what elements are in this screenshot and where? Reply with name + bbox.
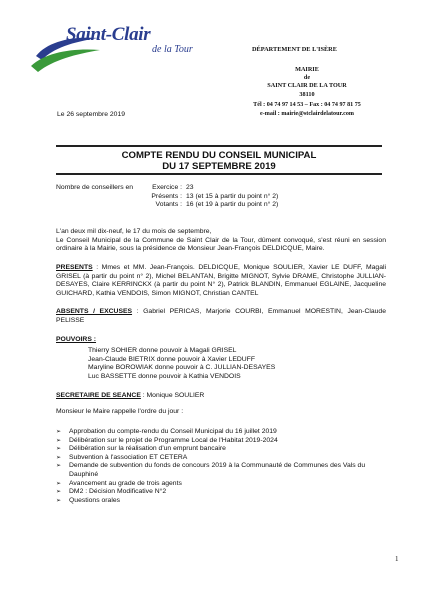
agenda-text: DM2 : Décision Modificative N°2: [69, 488, 167, 496]
pouvoir-item: Thierry SOHIER donne pouvoir à Magali GRISEL: [88, 347, 237, 354]
presents-heading: PRESENTS: [56, 264, 93, 271]
agenda-text: Subvention à l'association ET CETERA: [69, 453, 188, 461]
arrow-bullet-icon: ➢: [56, 429, 62, 435]
absents-text: : Gabriel PERICAS, Marjorie COURBI, Emmanuel MORESTIN, Jean-Claude PELISSE: [56, 308, 386, 324]
count-label: Présents :: [151, 192, 182, 200]
email: e-mail : mairie@stclairdelatour.com: [260, 110, 354, 117]
arrow-bullet-icon: ➢: [56, 489, 62, 496]
counts-values: [186, 184, 278, 210]
address-line: 38110: [299, 90, 315, 98]
pouvoirs-list: [88, 347, 275, 381]
address-line: SAINT CLAIR DE LA TOUR: [267, 82, 347, 90]
agenda-intro: Monsieur le Maire rappelle l'ordre du jour :: [56, 408, 184, 415]
logo-subtitle: de la Tour: [152, 44, 193, 55]
contact-info: [232, 101, 382, 119]
presents-text: : Mmes et MM. Jean-François. DELDICQUE, Monique SOULIER, Xavier LE DUFF, Magali GRISEL (à partir du point n° 2), Michel BELANTAN, Brigitte MIGNOT, Sylvie DRAME, Christophe JULLIAN-DESAYES, Claire KERRINCKX (à partir du point N° 2), Patrick BLANDIN, Emmanuel EGLAINE, Jacqueline GUICHARD, Kathia VENDOIS, Simon MIGNOT, Christian CANTEL: [56, 264, 386, 297]
count-value: 23: [186, 184, 194, 191]
agenda-item: [56, 497, 386, 506]
arrow-bullet-icon: ➢: [56, 437, 62, 444]
agenda-text: Délibération sur le projet de Programme Local de l'Habitat 2019-2024: [69, 436, 278, 444]
agenda-item: [56, 437, 386, 446]
secretaire-text: : Monique SOULIER: [140, 392, 205, 399]
agenda-item: [56, 445, 386, 454]
arrow-bullet-icon: ➢: [56, 480, 62, 487]
counts-label: Nombre de conseillers en: [56, 184, 134, 191]
pouvoir-item: Jean-Claude BIETRIX donne pouvoir à Xavier LEDUFF: [88, 355, 255, 363]
count-value: 13 (et 15 à partir du point n° 2): [186, 192, 279, 200]
document-date: Le 26 septembre 2019: [57, 111, 126, 118]
intro-line: L'an deux mil dix-neuf, le 17 du mois de septembre,: [56, 228, 212, 235]
address-line: MAIRIE: [295, 66, 319, 73]
page-title: COMPTE RENDU DU CONSEIL MUNICIPAL: [121, 150, 317, 161]
arrow-bullet-icon: ➢: [56, 454, 62, 461]
agenda-text: Délibération sur la réalisation d'un emprunt bancaire: [69, 445, 226, 453]
page-subtitle: DU 17 SEPTEMBRE 2019: [162, 161, 276, 172]
intro-text: Le Conseil Municipal de la Commune de Saint Clair de la Tour, dûment convoqué, s'est réuni en session ordinaire à la Mairie, sous la présidence de Monsieur Jean-François DELDICQUE, Maire.: [56, 236, 386, 253]
count-label: Exercice :: [152, 184, 182, 191]
absents-section: [56, 308, 386, 325]
agenda-text: Demande de subvention du fonds de concours 2019 à la Communauté de Communes des Vals du Dauphiné: [69, 462, 366, 478]
secretaire-heading: SECRETAIRE DE SEANCE: [56, 392, 141, 399]
agenda-text: Approbation du compte-rendu du Conseil Municipal du 16 juillet 2019: [69, 428, 277, 435]
presents-section: [56, 264, 386, 298]
count-value: 16 (et 19 à partir du point n° 2): [186, 201, 279, 209]
page-number: 1: [395, 555, 399, 563]
agenda-item: [56, 480, 386, 489]
arrow-bullet-icon: ➢: [56, 497, 62, 504]
agenda-text: Questions orales: [69, 496, 121, 504]
intro-paragraph: [56, 228, 386, 254]
agenda-text: Avancement au grade de trois agents: [69, 479, 182, 487]
pouvoir-item: Maryline BOROWIAK donne pouvoir à C. JULLIAN-DESAYES: [88, 364, 276, 372]
logo-title: Saint-Clair: [66, 24, 151, 45]
department-heading: DÉPARTEMENT DE L'ISÈRE: [252, 46, 337, 53]
phone-fax: Tél : 04 74 97 14 53 – Fax : 04 74 97 81 75: [253, 102, 361, 108]
absents-heading: ABSENTS / EXCUSES: [56, 308, 133, 315]
pouvoirs-heading: POUVOIRS :: [56, 336, 97, 343]
mairie-address: [232, 66, 382, 99]
address-line: de: [303, 74, 311, 82]
title-box: [56, 145, 382, 175]
arrow-bullet-icon: ➢: [56, 463, 62, 470]
agenda-item: [56, 488, 386, 497]
agenda-list: [56, 428, 386, 505]
arrow-bullet-icon: ➢: [56, 446, 62, 453]
municipality-logo: [28, 22, 218, 82]
agenda-item: [56, 462, 386, 479]
pouvoir-item: Luc BASSETTE donne pouvoir à Kathia VENDOIS: [88, 372, 241, 380]
counts-labels: [141, 184, 182, 210]
agenda-item: [56, 454, 386, 463]
agenda-item: [56, 428, 386, 437]
secretaire-section: [56, 392, 204, 401]
count-label: Votants :: [155, 201, 182, 209]
